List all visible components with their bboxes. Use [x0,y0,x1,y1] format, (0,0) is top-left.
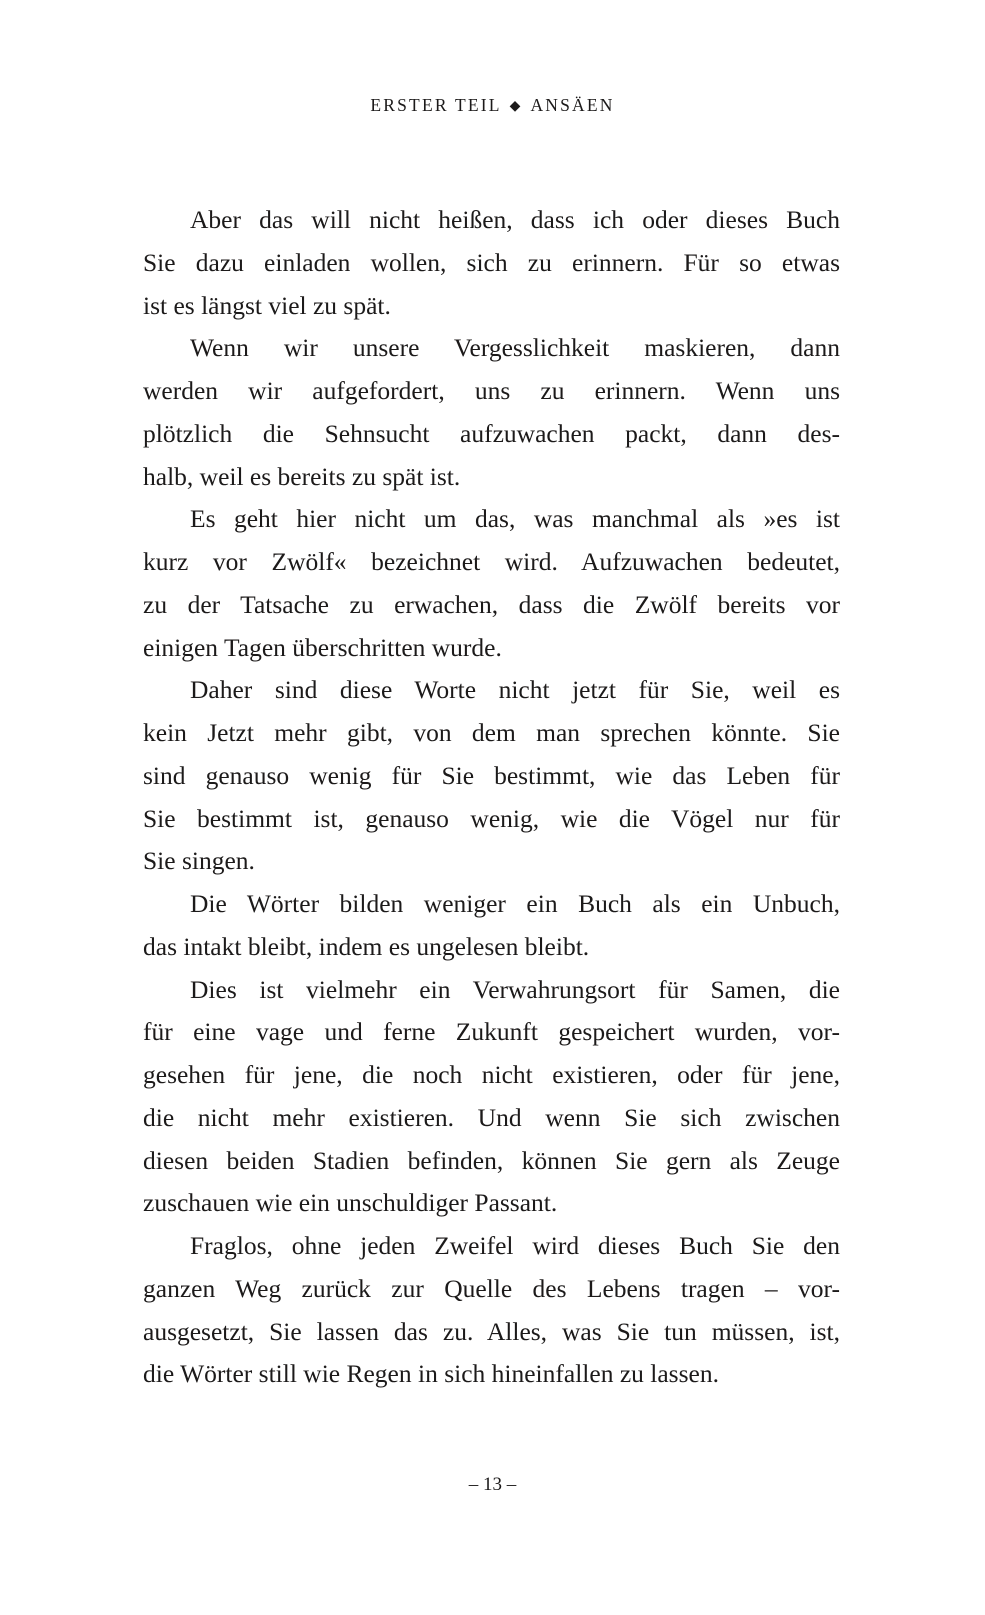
paragraph-line: Fraglos, ohne jeden Zweifel wird dieses Buch Sie den [190,1231,840,1260]
page-number: – 13 – [468,1474,517,1495]
paragraph-line: ausgesetzt, Sie lassen das zu. Alles, was Sie tun müssen, ist, [143,1316,840,1346]
paragraph-line: Sie bestimmt ist, genauso wenig, wie die Vögel nur für [143,803,840,833]
body-text [143,199,840,1396]
paragraph-line: die nicht mehr existieren. Und wenn Sie sich zwischen [143,1102,840,1132]
paragraph-line: Wenn wir unsere Vergesslichkeit maskieren, dann [190,333,840,363]
diamond-separator-icon: ◆ [509,99,521,114]
paragraph-line: kein Jetzt mehr gibt, von dem man sprechen könnte. Sie [143,718,840,747]
paragraph-line: das intakt bleibt, indem es ungelesen bleibt. [143,931,590,961]
paragraph-line: zuschauen wie ein unschuldiger Passant. [143,1188,558,1218]
paragraph-line: werden wir aufgefordert, uns zu erinnern. Wenn uns [143,376,840,405]
paragraph-line: für eine vage und ferne Zukunft gespeichert wurden, vor- [143,1017,840,1047]
paragraph-line: einigen Tagen überschritten wurde. [143,632,502,662]
paragraph-line: zu der Tatsache zu erwachen, dass die Zwölf bereits vor [143,589,840,619]
paragraph-line: gesehen für jene, die noch nicht existieren, oder für jene, [143,1060,840,1089]
running-head-chapter: ANSÄEN [530,95,615,115]
paragraph-line: sind genauso wenig für Sie bestimmt, wie das Leben für [143,760,840,790]
paragraph-line: Die Wörter bilden weniger ein Buch als ein Unbuch, [190,889,840,918]
paragraph-line: Daher sind diese Worte nicht jetzt für Sie, weil es [190,675,840,705]
running-head-part: ERSTER TEIL [370,95,502,115]
paragraph-line: kurz vor Zwölf« bezeichnet wird. Aufzuwachen bedeutet, [143,547,840,576]
paragraph-line: ist es längst viel zu spät. [143,290,391,320]
paragraph-line: ganzen Weg zurück zur Quelle des Lebens tragen – vor- [143,1273,840,1303]
paragraph-line: diesen beiden Stadien befinden, können Sie gern als Zeuge [143,1145,840,1175]
paragraph-line: plötzlich die Sehnsucht aufzuwachen packt, dann des- [143,418,840,448]
paragraph-line: Es geht hier nicht um das, was manchmal als »es ist [190,504,840,534]
paragraph-line: halb, weil es bereits zu spät ist. [143,461,461,491]
paragraph-line: Sie singen. [143,846,255,876]
paragraph-line: Dies ist vielmehr ein Verwahrungsort für Samen, die [190,974,840,1004]
paragraph-line: die Wörter still wie Regen in sich hineinfallen zu lassen. [143,1359,719,1389]
running-head [0,93,985,120]
paragraph-line: Aber das will nicht heißen, dass ich oder dieses Buch [190,205,840,234]
paragraph-line: Sie dazu einladen wollen, sich zu erinnern. Für so etwas [143,247,840,277]
